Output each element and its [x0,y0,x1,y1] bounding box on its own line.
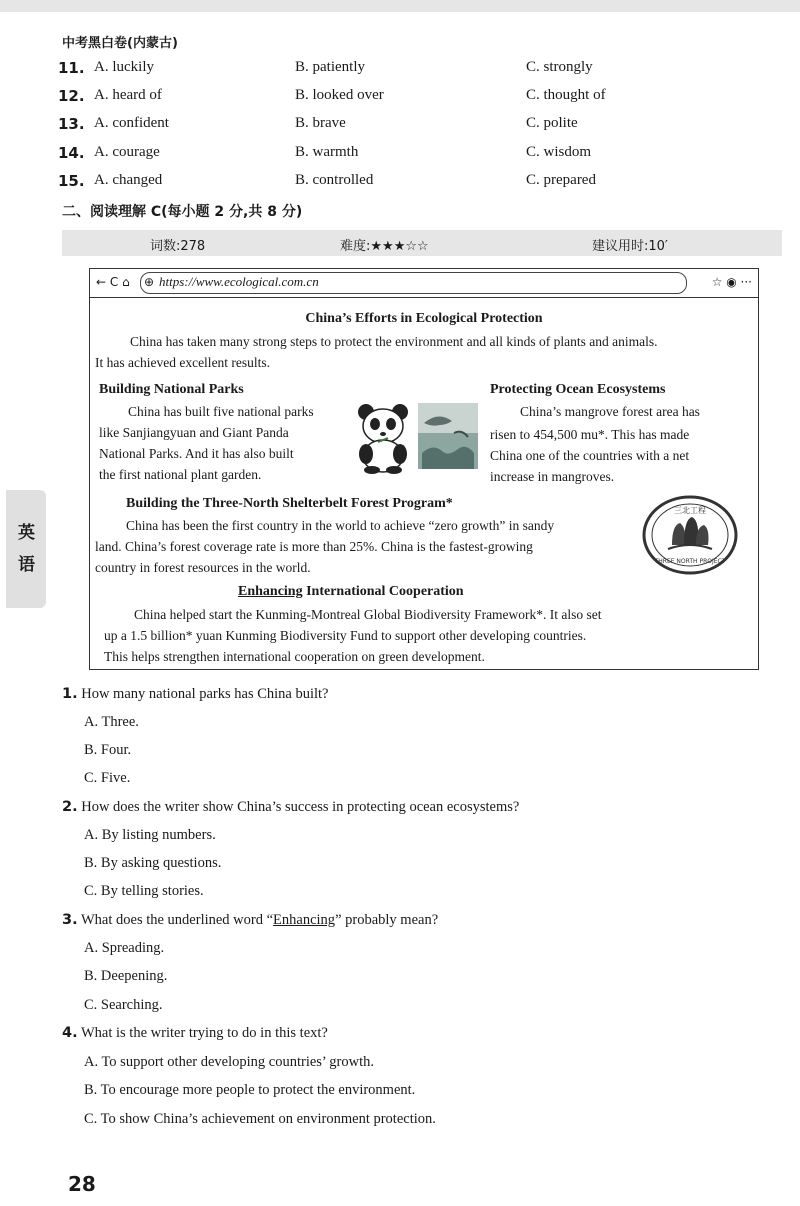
page-header: 中考黑白卷(内蒙古) [62,36,178,51]
answer-option: A. By listing numbers. [84,827,216,843]
option-b: B. looked over [295,87,384,103]
ocean-line: increase in mangroves. [490,469,615,484]
question [62,686,329,703]
option-c: C. thought of [526,87,606,103]
url-box [140,272,687,294]
forest-line: country in forest resources in the world. [95,560,311,575]
question-text: What does the underlined word “ [80,912,274,928]
ocean-heading: Protecting Ocean Ecosystems [490,382,666,397]
answer-option: C. Searching. [84,997,163,1013]
url-text: https://www.ecological.com.cn [159,274,319,289]
side-tab-char: 英 [18,523,35,543]
answer-option: A. Three. [84,714,139,730]
answer-option: C. By telling stories. [84,883,204,899]
option-c: C. wisdom [526,144,592,160]
side-tab-char: 语 [18,555,35,575]
option-b: B. warmth [295,144,359,160]
question [62,912,438,929]
parks-line: National Parks. And it has also built [99,446,294,461]
option-row [58,115,758,139]
ocean-line: China’s mangrove forest area has [520,404,700,419]
option-row [58,59,758,83]
option-b: B. brave [295,115,346,131]
option-b: B. controlled [295,172,374,188]
logo-top-text: 三北工程 [674,506,706,515]
page-number: 28 [68,1172,96,1196]
question [62,1025,328,1042]
option-number: 11. [58,59,85,77]
info-bar [62,230,782,256]
panda-illustration [356,402,410,474]
word-count: 词数:278 [150,239,206,254]
coop-heading-underlined: Enhancing [238,584,303,599]
browser-window [89,268,759,670]
subject-side-tab [6,490,46,608]
answer-option: B. Four. [84,742,132,758]
option-number: 15. [58,172,85,190]
nav-icons: ← C ⌂ [96,275,130,289]
question-text: How many national parks has China built? [81,686,329,702]
ocean-line: risen to 454,500 mu*. This has made [490,427,690,442]
intro-line-1: China has taken many strong steps to protect the environment and all kinds of plants and animals. [130,334,658,349]
address-bar [90,269,758,298]
question-text: How does the writer show China’s success in protecting ocean ecosystems? [81,799,520,815]
article-title: China’s Efforts in Ecological Protection [305,311,543,326]
answer-option: B. By asking questions. [84,855,222,871]
question-number: 3. [62,912,78,928]
parks-line: China has built five national parks [128,404,314,419]
forest-heading: Building the Three-North Shelterbelt Forest Program* [126,496,453,511]
coop-line: up a 1.5 billion* yuan Kunming Biodiversity Fund to support other developing countries. [104,628,587,643]
parks-line: like Sanjiangyuan and Giant Panda [99,425,289,440]
answer-option: A. Spreading. [84,940,165,956]
question-text: ” probably mean? [335,912,439,928]
option-row [58,172,758,196]
question-number: 1. [62,686,78,702]
parks-heading: Building National Parks [99,382,244,397]
difficulty: 难度:★★★☆☆ [340,239,429,254]
option-a: A. heard of [94,87,162,103]
answer-option: B. To encourage more people to protect the environment. [84,1082,416,1098]
coop-heading-rest: International Cooperation [302,584,464,599]
option-number: 14. [58,144,85,162]
coop-heading [238,584,464,600]
globe-icon: ⊕ [144,275,155,289]
option-a: A. confident [94,115,169,131]
forest-line: land. China’s forest coverage rate is more than 25%. China is the fastest-growing [95,539,533,554]
option-a: A. luckily [94,59,154,75]
option-number: 13. [58,115,85,133]
option-row [58,144,758,168]
intro-line-2: It has achieved excellent results. [95,355,271,370]
coop-line: This helps strengthen international cooperation on green development. [104,649,485,664]
option-c: C. strongly [526,59,593,75]
ocean-illustration [418,403,478,469]
top-bar [0,0,800,12]
question-text: What is the writer trying to do in this text? [80,1025,328,1041]
option-a: A. changed [94,172,163,188]
question [62,799,519,816]
answer-option: A. To support other developing countries’ growth. [84,1054,375,1070]
option-row [58,87,758,111]
forest-line: China has been the first country in the world to achieve “zero growth” in sandy [126,518,555,533]
question-number: 4. [62,1025,78,1041]
ocean-line: China one of the countries with a net [490,448,690,463]
option-a: A. courage [94,144,160,160]
answer-option: C. To show China’s achievement on environment protection. [84,1111,436,1127]
answer-option: B. Deepening. [84,968,168,984]
option-b: B. patiently [295,59,365,75]
question-underlined-word: Enhancing [273,912,336,928]
answer-option: C. Five. [84,770,131,786]
browser-right-icons: ☆ ◉ ··· [711,275,752,289]
question-number: 2. [62,799,78,815]
suggested-time: 建议用时:10′ [592,239,668,254]
option-c: C. polite [526,115,578,131]
option-c: C. prepared [526,172,596,188]
option-number: 12. [58,87,85,105]
section-title: 二、阅读理解 C(每小题 2 分,共 8 分) [62,204,303,220]
three-north-logo [642,495,738,575]
parks-line: the first national plant garden. [99,467,262,482]
logo-bottom-text: THREE NORTH PROJECT [654,558,726,565]
coop-line: China helped start the Kunming-Montreal Global Biodiversity Framework*. It also set [134,607,602,622]
